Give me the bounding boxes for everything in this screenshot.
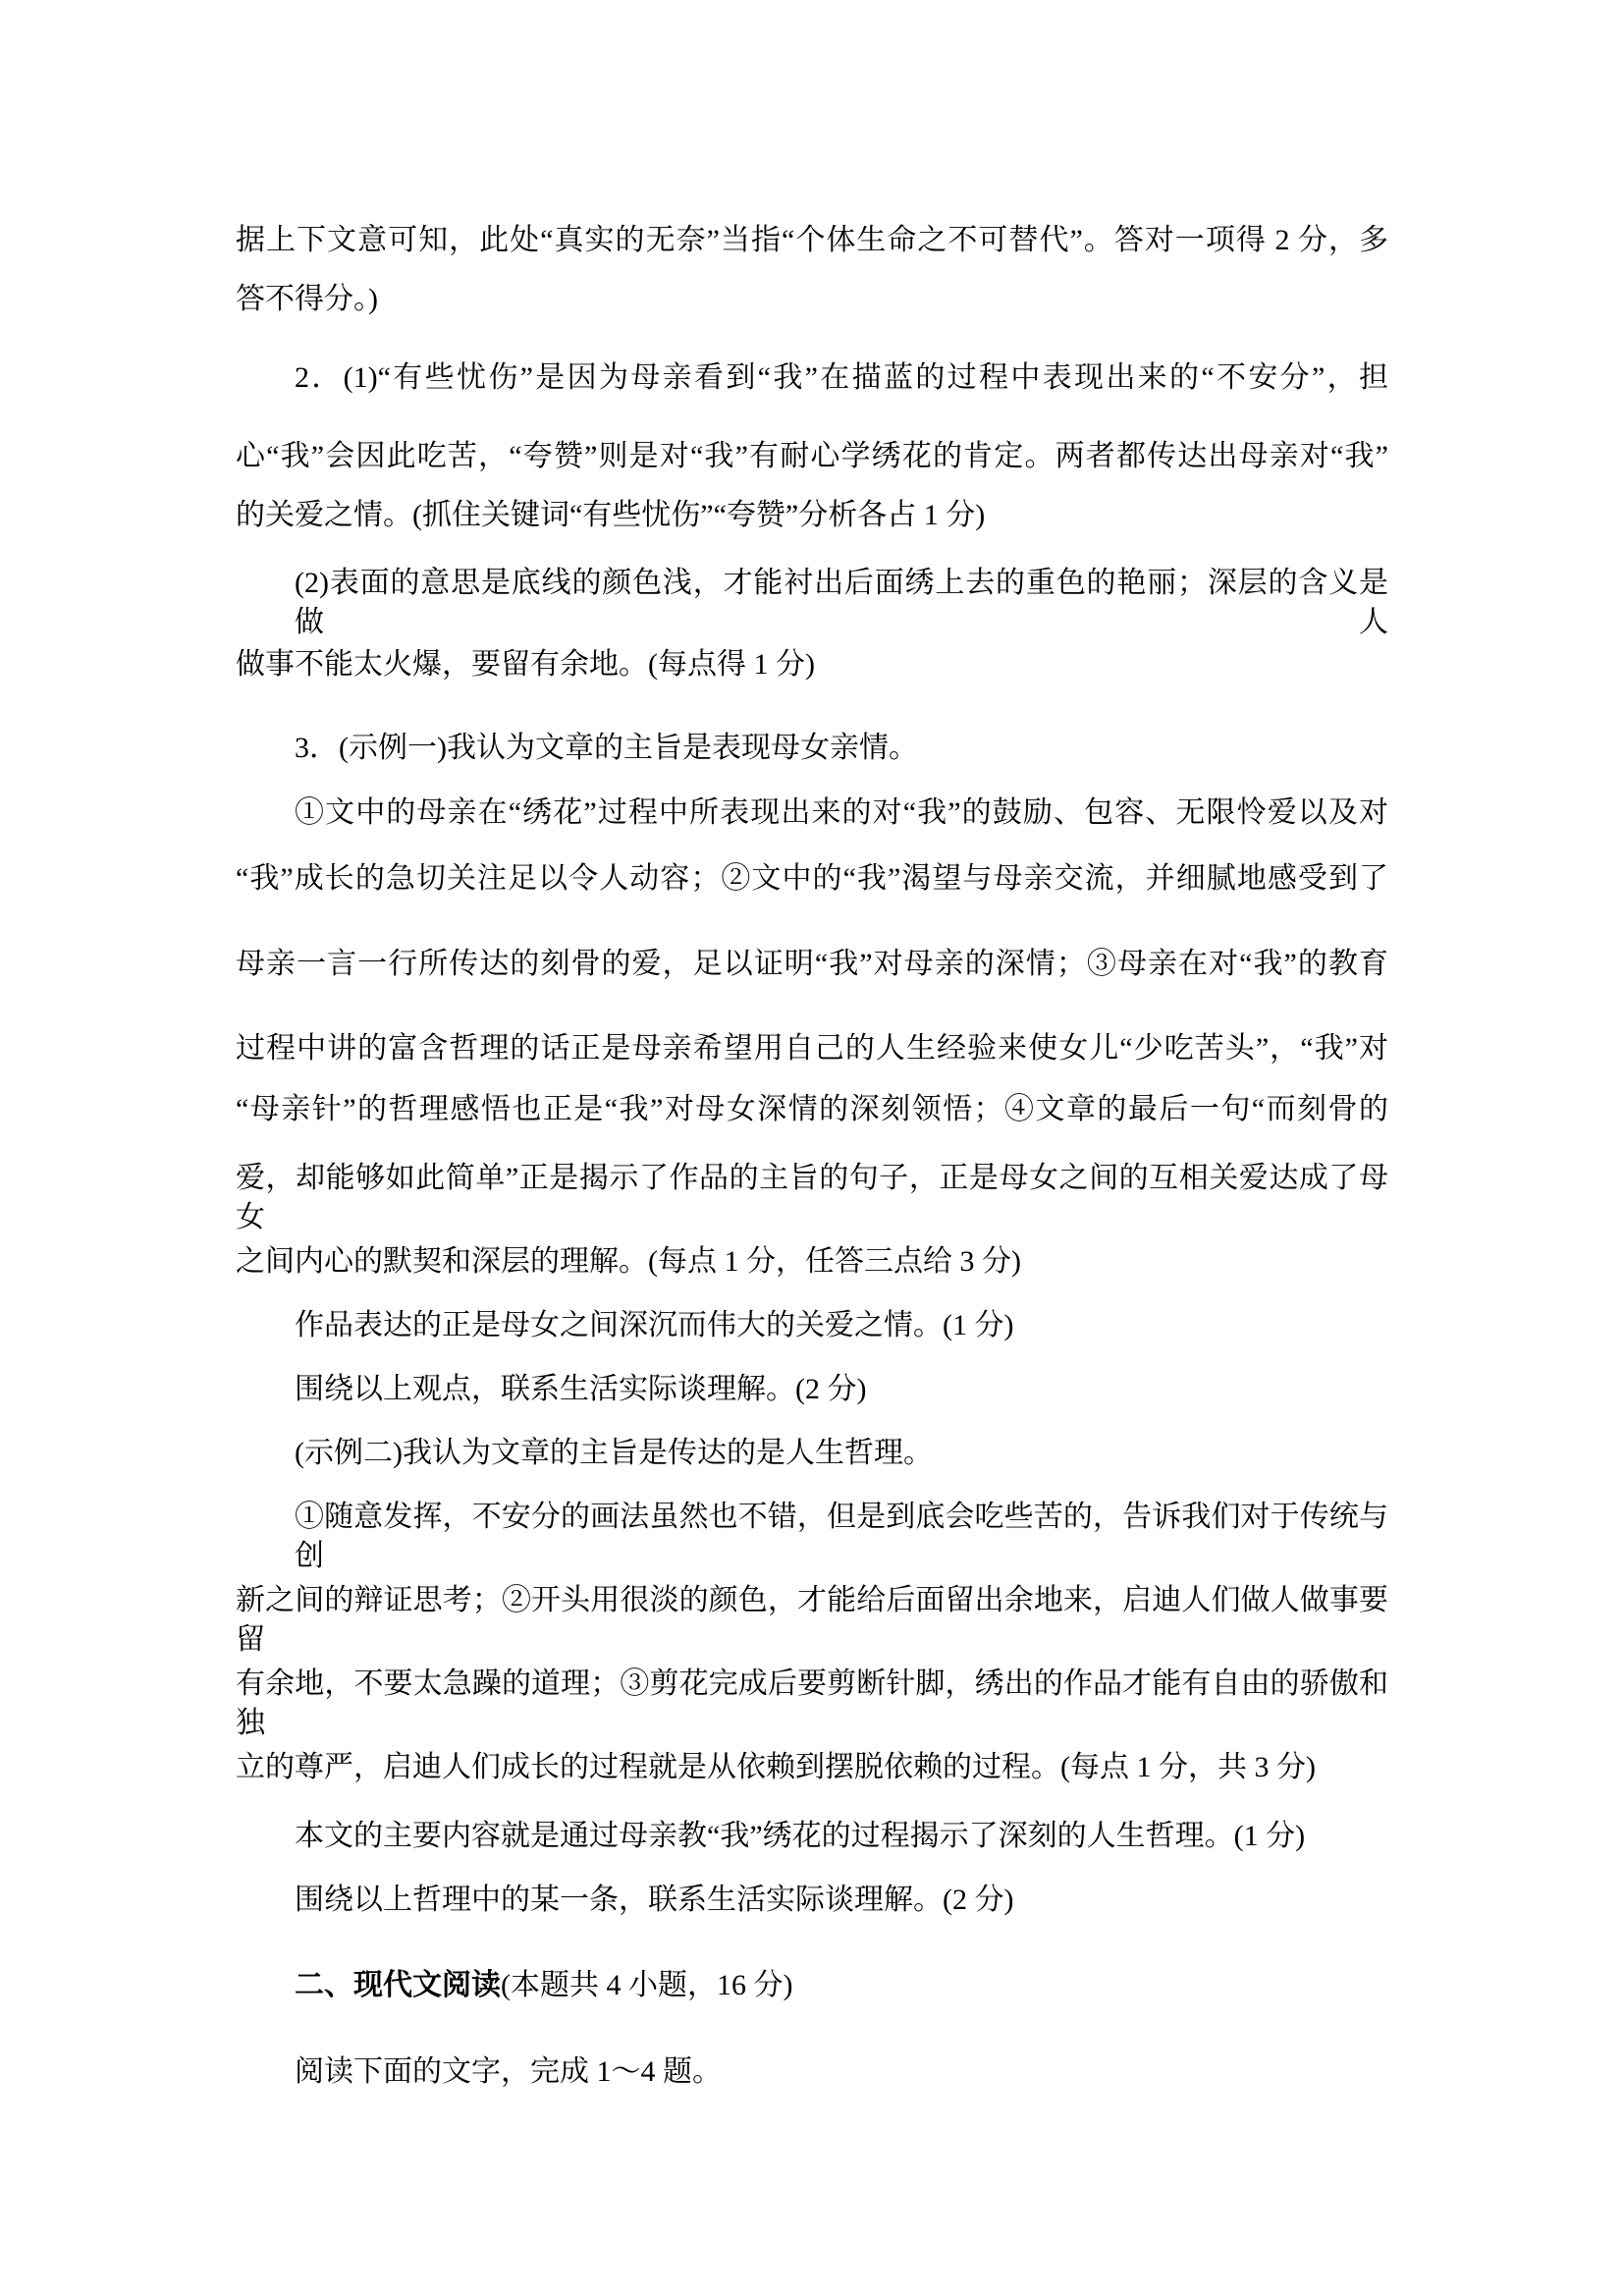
- text-line: [236, 358, 1388, 398]
- text-run: (2)表面的意思是底线的颜色浅，才能衬出后面绣上去的重色的艳丽；深层的含义是做人: [295, 567, 1388, 638]
- text-line: [236, 1029, 1388, 1068]
- text-run: 3．(示例一)我认为文章的主旨是表现母女亲情。: [295, 732, 918, 764]
- text-line: [236, 2052, 1388, 2092]
- text-line: [236, 1748, 1388, 1787]
- text-run: 心“我”会因此吃苦，“夸赞”则是对“我”有耐心学绣花的肯定。两者都传达出母亲对“我”: [236, 440, 1388, 472]
- text-line: [236, 564, 1388, 642]
- text-line: [236, 1159, 1388, 1237]
- text-line: [236, 1817, 1388, 1856]
- text-line: [236, 1370, 1388, 1409]
- text-line: [236, 1498, 1388, 1576]
- text-run: “母亲针”的哲理感悟也正是“我”对母女深情的深刻领悟；④文章的最后一句“而刻骨的: [236, 1093, 1388, 1125]
- text-run: 新之间的辩证思考；②开头用很淡的颜色，才能给后面留出余地来，启迪人们做人做事要留: [236, 1584, 1388, 1656]
- text-run: ①文中的母亲在“绣花”过程中所表现出来的对“我”的鼓励、包容、无限怜爱以及对: [295, 796, 1388, 829]
- text-run: 做事不能太火爆，要留有余地。(每点得 1 分): [236, 648, 815, 681]
- text-run: (本题共 4 小题，16 分): [501, 1969, 793, 2001]
- text-run: 母亲一言一行所传达的刻骨的爱，足以证明“我”对母亲的深情；③母亲在对“我”的教育: [236, 948, 1388, 980]
- text-line: [236, 859, 1388, 899]
- text-run: 答不得分。): [236, 283, 378, 315]
- text-line: [236, 645, 1388, 684]
- text-run: 过程中讲的富含哲理的话正是母亲希望用自己的人生经验来使女儿“少吃苦头”，“我”对: [236, 1032, 1388, 1065]
- bold-text-run: 二、现代文阅读: [295, 1969, 501, 2001]
- text-line: [236, 945, 1388, 984]
- text-run: 作品表达的正是母女之间深沉而伟大的关爱之情。(1 分): [295, 1309, 1014, 1341]
- text-line: [236, 729, 1388, 768]
- text-line: [236, 496, 1388, 535]
- text-run: 据上下文意可知，此处“真实的无奈”当指“个体生命之不可替代”。答对一项得 2 分，多: [236, 224, 1388, 256]
- text-line: [236, 1306, 1388, 1345]
- text-run: 有余地，不要太急躁的道理；③剪花完成后要剪断针脚，绣出的作品才能有自由的骄傲和独: [236, 1667, 1388, 1739]
- text-line: [236, 437, 1388, 476]
- text-line: [236, 280, 1388, 319]
- text-line: [236, 221, 1388, 260]
- text-line: [236, 1434, 1388, 1473]
- text-line: [236, 1242, 1388, 1282]
- text-run: “我”成长的急切关注足以令人动容；②文中的“我”渴望与母亲交流，并细腻地感受到了: [236, 862, 1388, 895]
- section-heading: [236, 1966, 1388, 2005]
- text-line: [236, 1581, 1388, 1660]
- text-run: 立的尊严，启迪人们成长的过程就是从依赖到摆脱依赖的过程。(每点 1 分，共 3 分): [236, 1751, 1316, 1783]
- text-run: 本文的主要内容就是通过母亲教“我”绣花的过程揭示了深刻的人生哲理。(1 分): [295, 1820, 1306, 1852]
- text-line: [236, 1090, 1388, 1129]
- text-run: ①随意发挥，不安分的画法虽然也不错，但是到底会吃些苦的，告诉我们对于传统与创: [295, 1501, 1388, 1572]
- text-run: 之间内心的默契和深层的理解。(每点 1 分，任答三点给 3 分): [236, 1245, 1021, 1278]
- text-line: [236, 793, 1388, 833]
- text-run: 的关爱之情。(抓住关键词“有些忧伤”“夸赞”分析各占 1 分): [236, 499, 986, 531]
- text-line: [236, 1665, 1388, 1743]
- text-run: 围绕以上观点，联系生活实际谈理解。(2 分): [295, 1373, 867, 1405]
- text-run: 爱，却能够如此简单”正是揭示了作品的主旨的句子，正是母女之间的互相关爱达成了母女: [236, 1162, 1388, 1233]
- text-run: (示例二)我认为文章的主旨是传达的是人生哲理。: [295, 1437, 933, 1469]
- text-run: 阅读下面的文字，完成 1～4 题。: [295, 2055, 722, 2088]
- text-line: [236, 1881, 1388, 1920]
- text-run: 围绕以上哲理中的某一条，联系生活实际谈理解。(2 分): [295, 1884, 1014, 1916]
- text-run: 2．(1)“有些忧伤”是因为母亲看到“我”在描蓝的过程中表现出来的“不安分”，担: [295, 361, 1388, 394]
